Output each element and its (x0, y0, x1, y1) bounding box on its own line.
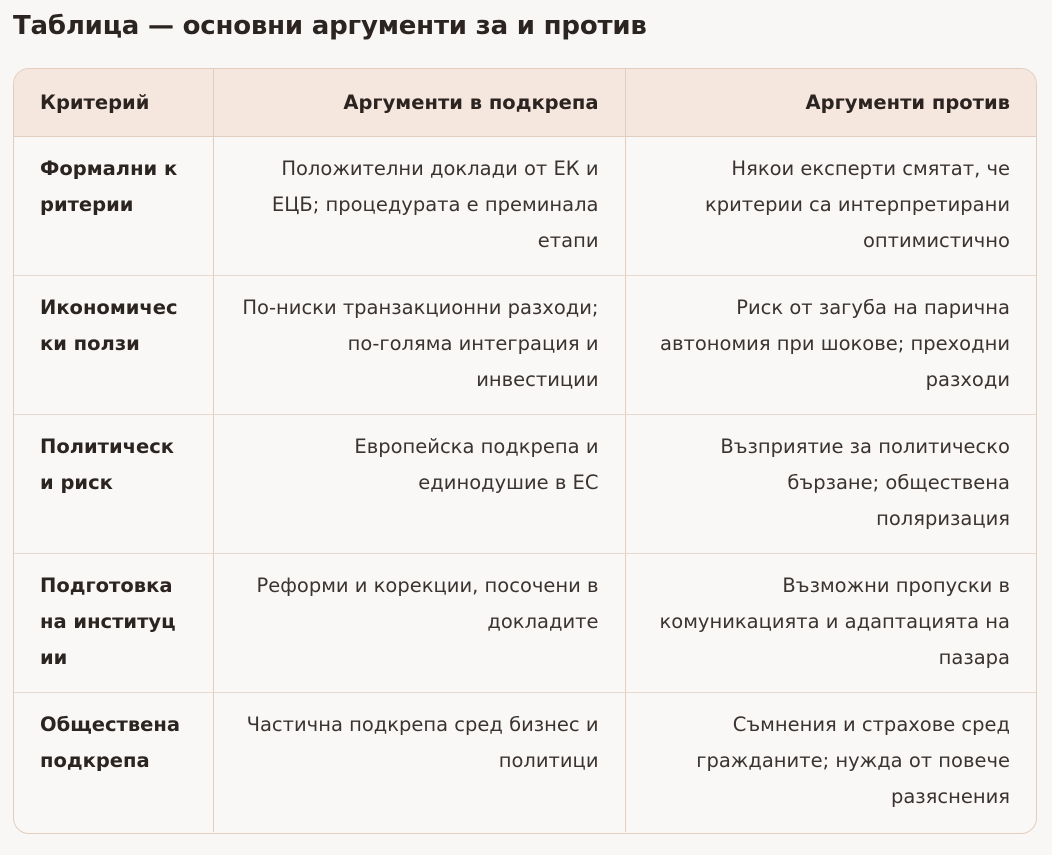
pro-cell: Европейска подкрепа и единодушие в ЕС (213, 415, 625, 554)
con-cell: Съмнения и страхове сред гражданите; нужда от повече разяснения (625, 693, 1036, 832)
criterion-cell: Политически риск (14, 415, 213, 554)
con-cell: Някои експерти смятат, че критерии са интерпретирани оптимистично (625, 137, 1036, 276)
criterion-cell: Икономически ползи (14, 276, 213, 415)
header-pro: Аргументи в подкрепа (213, 69, 625, 137)
page-title: Таблица — основни аргументи за и против (13, 11, 647, 41)
table-header-row (14, 69, 1036, 137)
arguments-table-container (13, 68, 1037, 834)
criterion-cell: Формални критерии (14, 137, 213, 276)
pro-cell: Положителни доклади от ЕК и ЕЦБ; процедурата е преминала етапи (213, 137, 625, 276)
con-cell: Възможни пропуски в комуникацията и адаптацията на пазара (625, 554, 1036, 693)
pro-cell: Частична подкрепа сред бизнес и политици (213, 693, 625, 832)
header-con: Аргументи против (625, 69, 1036, 137)
table-row (14, 554, 1036, 693)
criterion-cell: Обществена подкрепа (40, 713, 181, 772)
con-cell: Риск от загуба на парична автономия при шокове; преходни разходи (625, 276, 1036, 415)
con-cell: Възприятие за политическо бързане; обществена поляризация (625, 415, 1036, 554)
table-row (14, 693, 1036, 832)
pro-cell: По-ниски транзакционни разходи; по-голяма интеграция и инвестиции (213, 276, 625, 415)
table-row (14, 137, 1036, 276)
table-row (14, 415, 1036, 554)
arguments-table (14, 69, 1036, 832)
header-criterion: Критерий (14, 69, 213, 137)
criterion-cell: Подготовка на институции (14, 554, 213, 693)
pro-cell: Реформи и корекции, посочени в докладите (213, 554, 625, 693)
table-row (14, 276, 1036, 415)
